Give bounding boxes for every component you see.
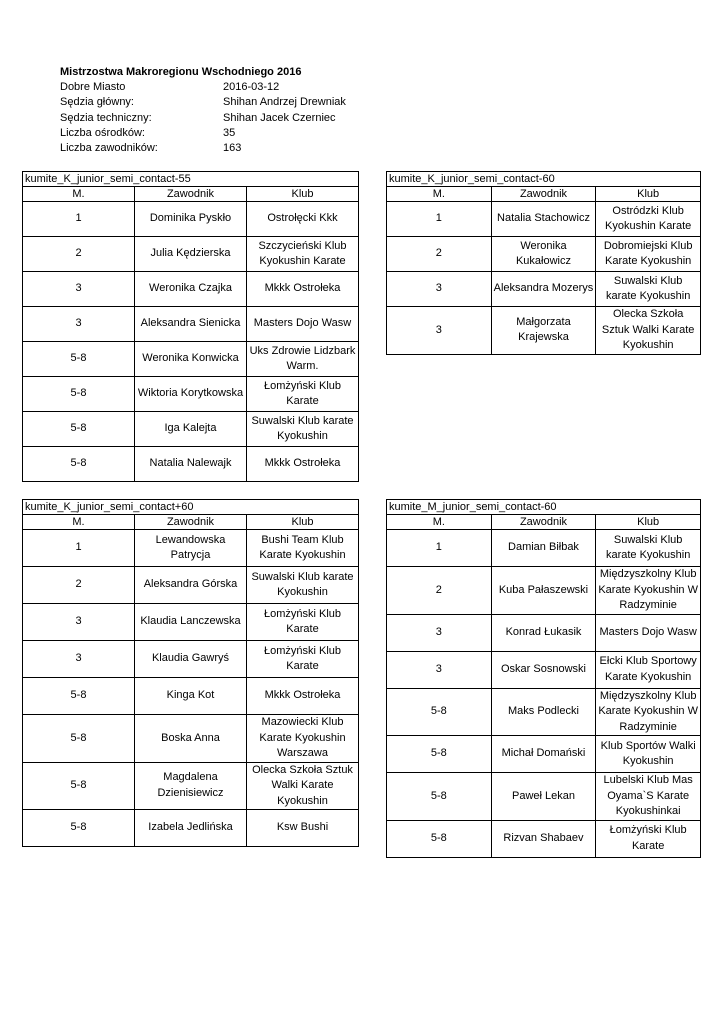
club-cell: Ostrołęcki Kkk [247,202,359,237]
place-cell: 3 [387,307,492,355]
column-header-club: Klub [596,187,701,202]
place-cell: 3 [23,307,135,342]
table-row [23,567,359,604]
club-cell: Suwalski Klub karate Kyokushin [596,530,701,567]
centers-value: 35 [223,126,236,139]
competitor-cell: Magdalena Dzienisiewicz [135,762,247,810]
place-cell: 3 [23,272,135,307]
place-cell: 3 [387,614,492,651]
header-row-tech-judge [60,111,480,126]
competitor-cell: Natalia Nalewajk [135,447,247,482]
competitor-cell: Julia Kędzierska [135,237,247,272]
competitor-cell: Michał Domański [491,736,596,773]
head-judge-value: Shihan Andrzej Drewniak [223,96,346,109]
club-cell: Ełcki Klub Sportowy Karate Kyokushin [596,651,701,688]
competitor-cell: Aleksandra Górska [135,567,247,604]
header-row-centers [60,126,480,141]
table-row [387,820,701,857]
column-header-club: Klub [247,515,359,530]
table-row [387,736,701,773]
category-caption: kumite_K_junior_semi_contact-55 [23,172,359,187]
club-cell: Mkkk Ostrołeka [247,678,359,715]
competitors-value: 163 [223,142,242,155]
place-cell: 3 [23,641,135,678]
place-cell: 3 [387,272,492,307]
competitor-cell: Kinga Kot [135,678,247,715]
place-cell: 5-8 [387,736,492,773]
column-header-competitor: Zawodnik [135,515,247,530]
competitor-cell: Małgorzata Krajewska [491,307,596,355]
club-cell: Olecka Szkoła Sztuk Walki Karate Kyokushin [247,762,359,810]
club-cell: Międzyszkolny Klub Karate Kyokushin W Radzyminie [596,567,701,615]
club-cell: Uks Zdrowie Lidzbark Warm. [247,342,359,377]
column-header-club: Klub [596,515,701,530]
competitor-cell: Weronika Czajka [135,272,247,307]
place-cell: 2 [387,237,492,272]
table-row [387,614,701,651]
column-header-club: Klub [247,187,359,202]
column-header-competitor: Zawodnik [135,187,247,202]
competitor-cell: Kuba Pałaszewski [491,567,596,615]
club-cell: Bushi Team Klub Karate Kyokushin [247,530,359,567]
place-cell: 2 [23,237,135,272]
table-row [23,202,359,237]
table-caption-row [387,172,701,187]
table-row [23,272,359,307]
table-header-row [23,187,359,202]
competitor-cell: Damian Biłbak [491,530,596,567]
tech-judge-value: Shihan Jacek Czerniec [223,111,336,124]
document-header [60,65,480,156]
column-header-place: M. [23,515,135,530]
event-date: 2016-03-12 [223,81,280,94]
place-cell: 2 [387,567,492,615]
competitor-cell: Dominika Pyskło [135,202,247,237]
results-table [22,171,359,482]
column-header-place: M. [387,515,492,530]
competitor-cell: Rizvan Shabaev [491,820,596,857]
club-cell: Masters Dojo Wasw [247,307,359,342]
competitor-cell: Natalia Stachowicz [491,202,596,237]
place-cell: 5-8 [387,820,492,857]
place-cell: 5-8 [23,715,135,763]
club-cell: Klub Sportów Walki Kyokushin [596,736,701,773]
results-table [22,499,359,847]
table-row [23,342,359,377]
place-cell: 5-8 [23,447,135,482]
competitor-cell: Boska Anna [135,715,247,763]
header-row-competitors [60,141,480,156]
place-cell: 1 [387,530,492,567]
place-cell: 5-8 [387,688,492,736]
competitor-cell: Izabela Jedlińska [135,810,247,847]
table-row [23,715,359,763]
club-cell: Lubelski Klub Mas Oyama`S Karate Kyokushinkai [596,773,701,821]
table-row [387,307,701,355]
tech-judge-label: Sędzia techniczny: [60,111,152,124]
table-row [23,412,359,447]
club-cell: Łomżyński Klub Karate [247,641,359,678]
club-cell: Międzyszkolny Klub Karate Kyokushin W Radzyminie [596,688,701,736]
table-row [23,237,359,272]
place-cell: 3 [387,651,492,688]
table-row [387,530,701,567]
place-cell: 5-8 [23,810,135,847]
table-row [387,651,701,688]
place-cell: 1 [387,202,492,237]
place-cell: 5-8 [23,342,135,377]
column-header-competitor: Zawodnik [491,515,596,530]
table-row [23,810,359,847]
table-row [387,272,701,307]
club-cell: Ostródzki Klub Kyokushin Karate [596,202,701,237]
club-cell: Olecka Szkoła Sztuk Walki Karate Kyokushin [596,307,701,355]
place-cell: 1 [23,530,135,567]
column-header-place: M. [23,187,135,202]
table-row [23,641,359,678]
competitor-cell: Wiktoria Korytkowska [135,377,247,412]
column-header-place: M. [387,187,492,202]
club-cell: Mkkk Ostrołeka [247,272,359,307]
club-cell: Łomżyński Klub Karate [247,377,359,412]
place-cell: 1 [23,202,135,237]
head-judge-label: Sędzia główny: [60,96,134,109]
table-header-row [387,187,701,202]
place-cell: 2 [23,567,135,604]
category-caption: kumite_M_junior_semi_contact-60 [387,500,701,515]
club-cell: Łomżyński Klub Karate [596,820,701,857]
table-row [23,377,359,412]
place-cell: 5-8 [23,412,135,447]
table-row [387,202,701,237]
club-cell: Suwalski Klub karate Kyokushin [247,412,359,447]
column-header-competitor: Zawodnik [491,187,596,202]
category-caption: kumite_K_junior_semi_contact+60 [23,500,359,515]
competitor-cell: Oskar Sosnowski [491,651,596,688]
competitor-cell: Iga Kalejta [135,412,247,447]
location-label: Dobre Miasto [60,81,126,94]
place-cell: 5-8 [23,377,135,412]
category-caption: kumite_K_junior_semi_contact-60 [387,172,701,187]
club-cell: Łomżyński Klub Karate [247,604,359,641]
table-row [23,447,359,482]
competitor-cell: Klaudia Gawryś [135,641,247,678]
competitor-cell: Aleksandra Sienicka [135,307,247,342]
place-cell: 3 [23,604,135,641]
table-row [23,307,359,342]
club-cell: Suwalski Klub karate Kyokushin [596,272,701,307]
competitors-label: Liczba zawodników: [60,142,158,155]
table-row [23,530,359,567]
header-row-head-judge [60,95,480,110]
table-header-row [387,515,701,530]
club-cell: Ksw Bushi [247,810,359,847]
competitor-cell: Weronika Kukałowicz [491,237,596,272]
club-cell: Mkkk Ostrołeka [247,447,359,482]
place-cell: 5-8 [23,762,135,810]
results-table [386,171,701,355]
table-row [23,762,359,810]
header-row-location [60,80,480,95]
table-header-row [23,515,359,530]
results-table [386,499,701,858]
competitor-cell: Paweł Lekan [491,773,596,821]
competitor-cell: Konrad Łukasik [491,614,596,651]
competitor-cell: Maks Podlecki [491,688,596,736]
table-row [23,604,359,641]
club-cell: Masters Dojo Wasw [596,614,701,651]
table-row [387,688,701,736]
table-caption-row [23,172,359,187]
place-cell: 5-8 [387,773,492,821]
club-cell: Szczycieński Klub Kyokushin Karate [247,237,359,272]
club-cell: Suwalski Klub karate Kyokushin [247,567,359,604]
club-cell: Dobromiejski Klub Karate Kyokushin [596,237,701,272]
club-cell: Mazowiecki Klub Karate Kyokushin Warszawa [247,715,359,763]
event-title: Mistrzostwa Makroregionu Wschodniego 2016 [60,66,302,78]
place-cell: 5-8 [23,678,135,715]
table-caption-row [23,500,359,515]
table-row [387,567,701,615]
table-row [387,237,701,272]
competitor-cell: Klaudia Lanczewska [135,604,247,641]
table-row [23,678,359,715]
competitor-cell: Aleksandra Mozerys [491,272,596,307]
centers-label: Liczba ośrodków: [60,126,145,139]
competitor-cell: Weronika Konwicka [135,342,247,377]
table-row [387,773,701,821]
competitor-cell: Lewandowska Patrycja [135,530,247,567]
table-caption-row [387,500,701,515]
